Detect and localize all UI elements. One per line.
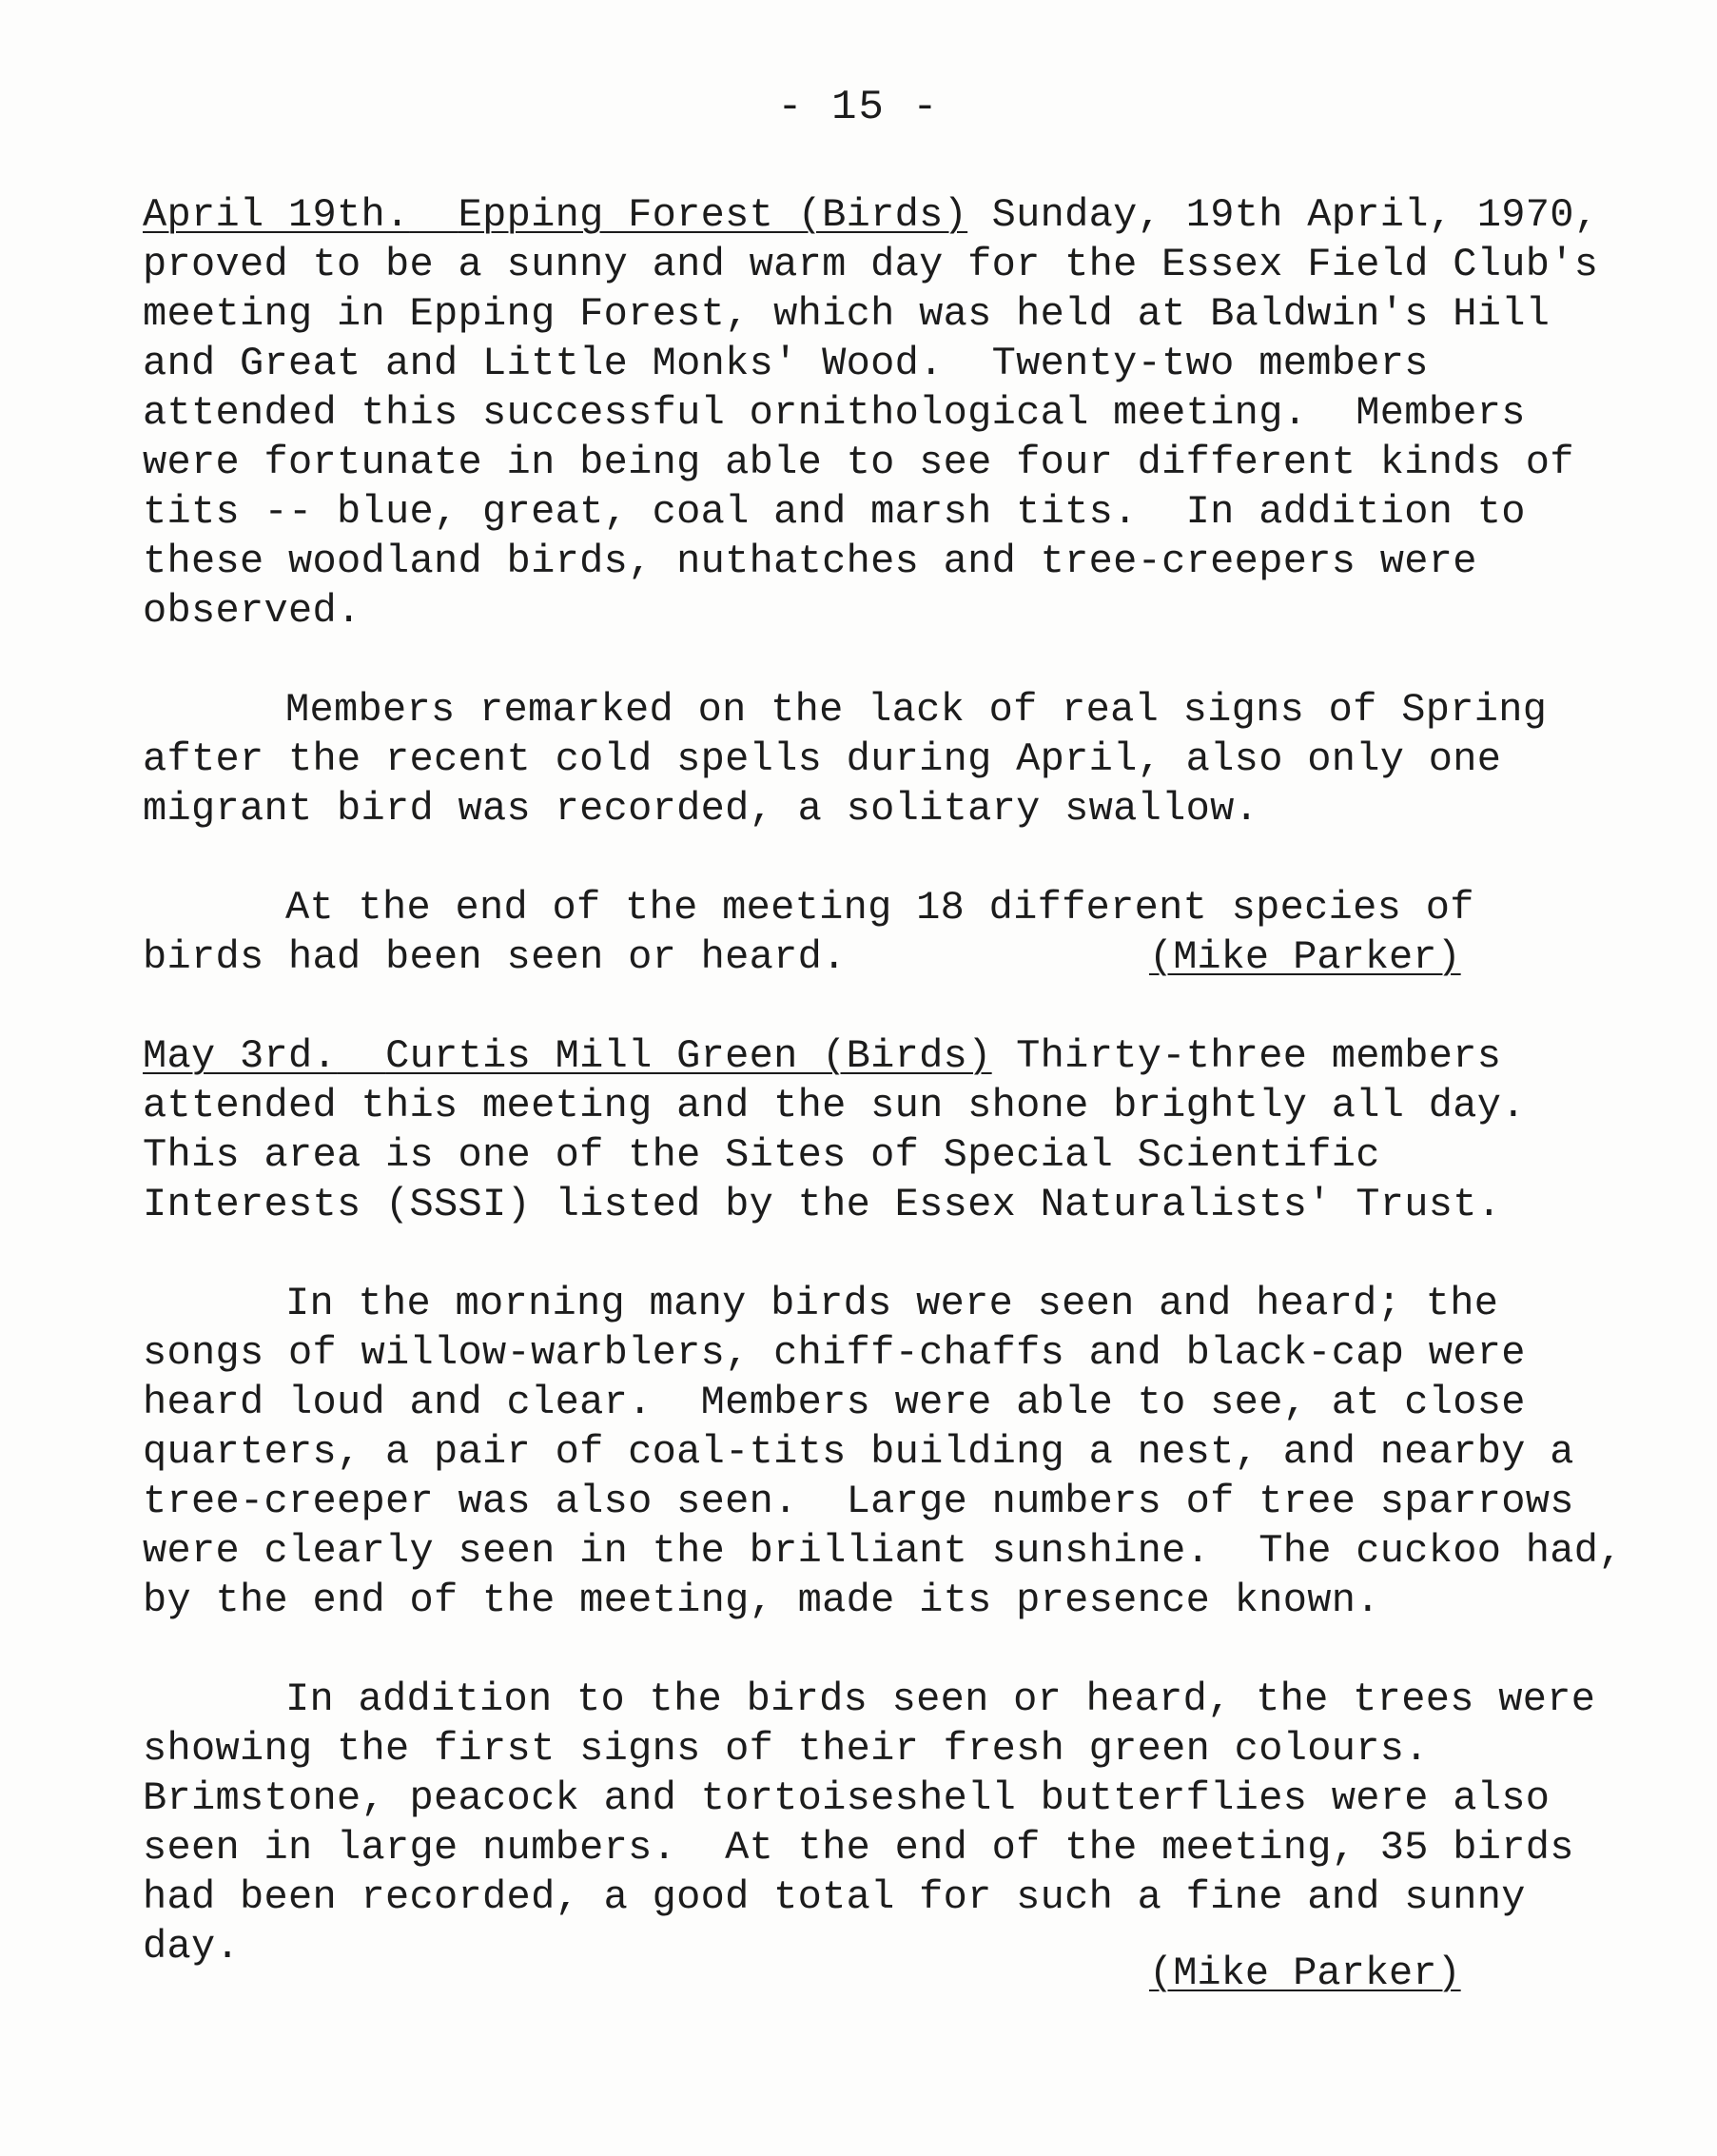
entry1-gap <box>410 192 459 238</box>
entry2-date: May 3rd. <box>143 1033 338 1079</box>
entry2-para3-line: Brimstone, peacock and tortoiseshell butterflies were also <box>143 1775 1551 1821</box>
entry2-line: attended this meeting and the sun shone brightly all day. <box>143 1083 1526 1128</box>
entry1-heading-rest: Sunday, 19th April, 1970, <box>967 192 1599 238</box>
entry2-para2-line: songs of willow-warblers, chiff-chaffs and black-cap were <box>143 1330 1526 1376</box>
entry2-para2-line: quarters, a pair of coal-tits building a nest, and nearby a <box>143 1429 1574 1475</box>
entry2-line: Interests (SSSI) listed by the Essex Naturalists' Trust. <box>143 1182 1502 1227</box>
entry1-line: were fortunate in being able to see four different kinds of <box>143 440 1574 485</box>
entry1-date: April 19th. <box>143 192 410 238</box>
entry1-line: and Great and Little Monks' Wood. Twenty-two members <box>143 341 1429 386</box>
entry2-para3-line: showing the first signs of their fresh green colours. <box>143 1726 1429 1772</box>
entry1-line: these woodland birds, nuthatches and tree-creepers were <box>143 539 1477 584</box>
entry2-heading-rest: Thirty-three members <box>991 1033 1502 1079</box>
entry1-location: Epping Forest (Birds) <box>458 192 968 238</box>
entry1-line: attended this successful ornithological meeting. Members <box>143 390 1526 436</box>
entry1-para3-line: birds had been seen or heard. <box>143 934 847 980</box>
entry2-para3-line: day. <box>143 1924 241 1970</box>
entry1-line: observed. <box>143 588 361 634</box>
entry1-line: tits -- blue, great, coal and marsh tits. In addition to <box>143 489 1526 535</box>
entry1-para2-line: Members remarked on the lack of real signs of Spring <box>285 687 1548 733</box>
entry2-line: This area is one of the Sites of Special Scientific <box>143 1132 1380 1178</box>
page-number: - 15 - <box>777 84 940 131</box>
entry2-para2-line: by the end of the meeting, made its presence known. <box>143 1578 1380 1623</box>
entry2-para3-line: seen in large numbers. At the end of the meeting, 35 birds <box>143 1825 1574 1871</box>
entry1-line: meeting in Epping Forest, which was held at Baldwin's Hill <box>143 291 1551 337</box>
entry2-para2-line: tree-creeper was also seen. Large numbers of tree sparrows <box>143 1479 1574 1524</box>
entry2-para2-line: were clearly seen in the brilliant sunshine. The cuckoo had, <box>143 1528 1623 1574</box>
entry2-para2-line: In the morning many birds were seen and heard; the <box>285 1281 1499 1326</box>
entry1-line: proved to be a sunny and warm day for the Essex Field Club's <box>143 242 1599 287</box>
entry2-para3-line: In addition to the birds seen or heard, the trees were <box>285 1676 1596 1722</box>
entry1-heading <box>143 190 1598 240</box>
entry2-location: Curtis Mill Green (Birds) <box>385 1033 992 1079</box>
entry2-para2-line: heard loud and clear. Members were able to see, at close <box>143 1380 1526 1425</box>
entry1-signature: (Mike Parker) <box>1149 934 1461 980</box>
entry2-gap <box>337 1033 385 1079</box>
entry2-para3-line: had been recorded, a good total for such a fine and sunny <box>143 1874 1526 1920</box>
entry1-para2-line: after the recent cold spells during April, also only one <box>143 736 1502 782</box>
entry1-para3-line: At the end of the meeting 18 different species of <box>285 885 1474 931</box>
entry2-signature: (Mike Parker) <box>1149 1950 1461 1996</box>
entry2-heading <box>143 1031 1501 1081</box>
entry1-para2-line: migrant bird was recorded, a solitary swallow. <box>143 786 1259 832</box>
